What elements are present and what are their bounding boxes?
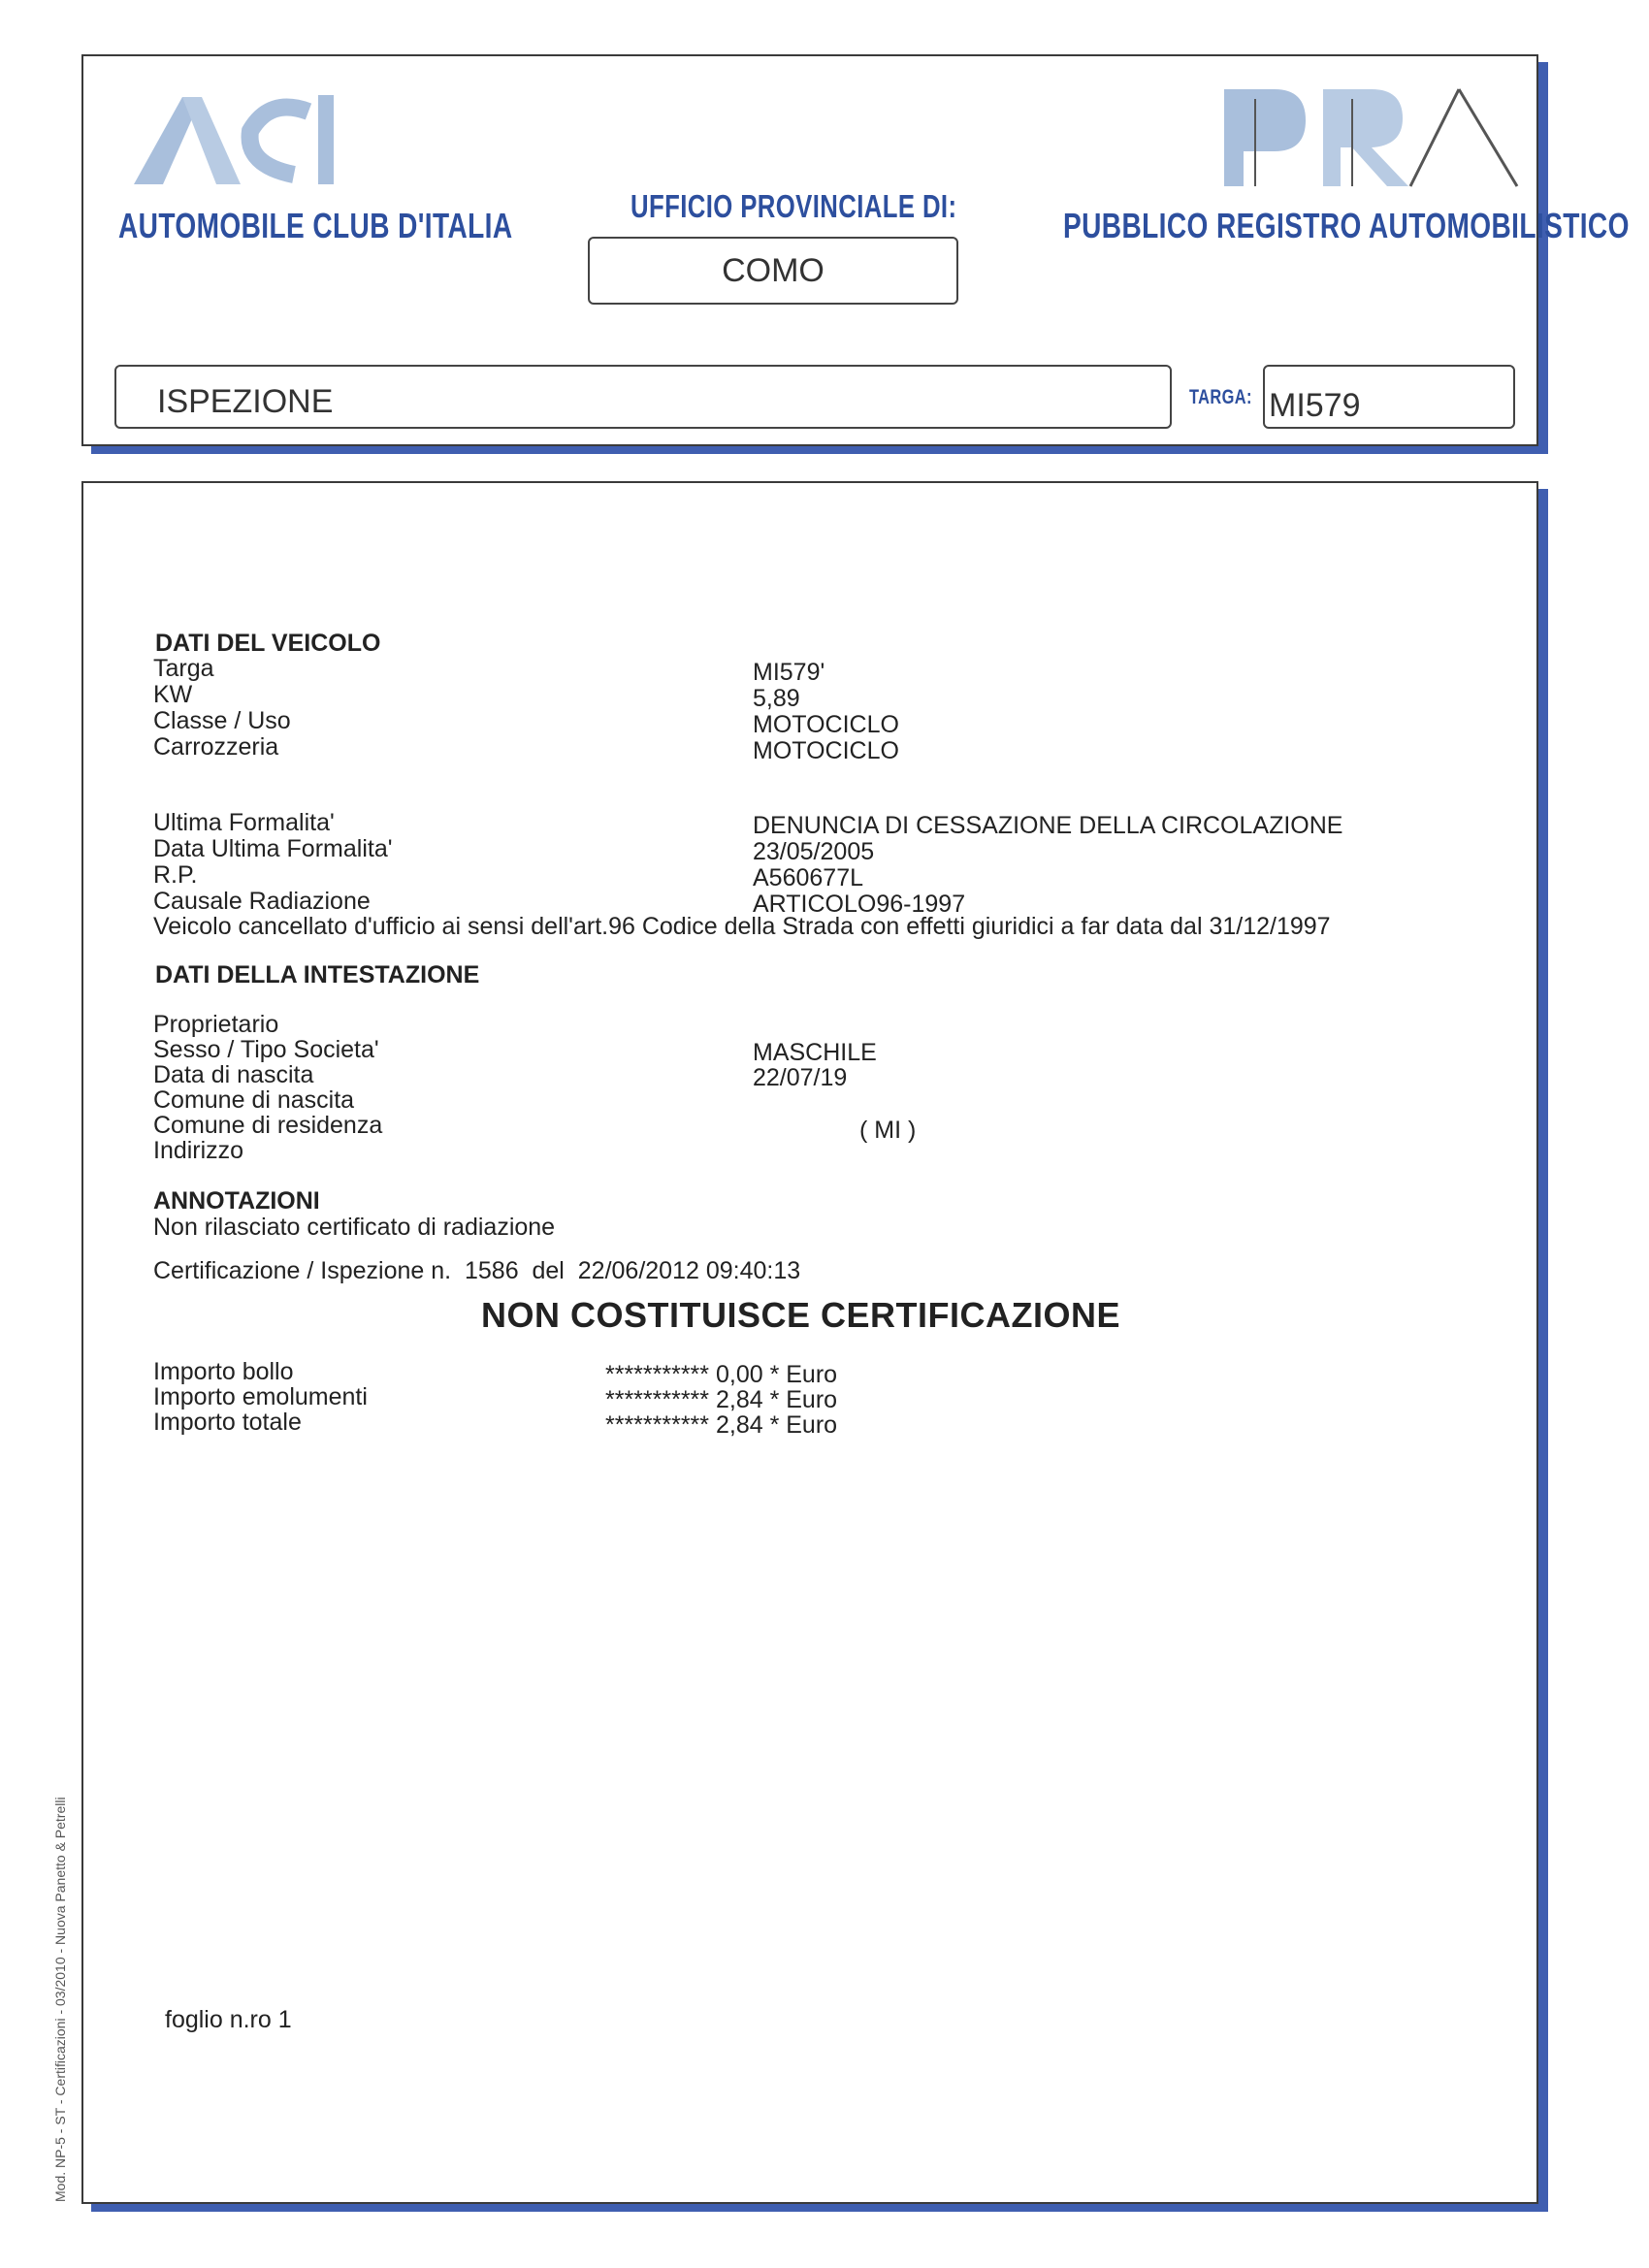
annotations-title: ANNOTAZIONI [153, 1187, 320, 1215]
vehicle-label-targa: Targa [153, 655, 214, 682]
vehicle-value-carrozzeria: MOTOCICLO [753, 737, 899, 764]
sheet-number: foglio n.ro 1 [165, 2006, 292, 2033]
certification-line: Certificazione / Ispezione n. 1586 del 22/06/2012 09:40:13 [153, 1257, 801, 1284]
vehicle-label-kw: KW [153, 681, 193, 708]
vehicle-value-kw: 5,89 [753, 685, 800, 712]
vehicle-note: Veicolo cancellato d'ufficio ai sensi dell'art.96 Codice della Strada con effetti giuridici a far data dal 31/12/1997 [153, 913, 1331, 940]
vehicle-value-classe: MOTOCICLO [753, 711, 899, 738]
vehicle-label-classe: Classe / Uso [153, 707, 291, 734]
form-code: Mod. NP-5 - ST - Certificazioni - 03/2010 - Nuova Panetto & Petrelli [52, 1797, 68, 2202]
owner-value-residenza: ( MI ) [859, 1117, 917, 1144]
owner-label-proprietario: Proprietario [153, 1011, 279, 1038]
vehicle-label-carrozzeria: Carrozzeria [153, 733, 279, 761]
office-value: COMO [588, 237, 958, 305]
plate-label: TARGA: [1189, 386, 1252, 408]
vehicle-value-causale: ARTICOLO96-1997 [753, 891, 966, 918]
vehicle-label-ultima-formalita: Ultima Formalita' [153, 809, 335, 836]
amount-label-emolumenti: Importo emolumenti [153, 1383, 368, 1410]
vehicle-value-targa: MI579' [753, 659, 825, 686]
office-label: UFFICIO PROVINCIALE DI: [630, 188, 957, 224]
vehicle-label-causale: Causale Radiazione [153, 888, 371, 915]
aci-logo [124, 78, 338, 194]
no-certification-disclaimer: NON COSTITUISCE CERTIFICAZIONE [481, 1295, 1121, 1335]
aci-name: AUTOMOBILE CLUB D'ITALIA [118, 206, 513, 245]
annotations-text: Non rilasciato certificato di radiazione [153, 1214, 556, 1241]
owner-label-nascita: Data di nascita [153, 1061, 314, 1088]
amount-value-totale: *********** 2,84 * Euro [605, 1411, 838, 1439]
amount-label-bollo: Importo bollo [153, 1358, 294, 1385]
amount-value-emolumenti: *********** 2,84 * Euro [605, 1386, 838, 1413]
vehicle-value-data-formalita: 23/05/2005 [753, 838, 875, 865]
pra-name: PUBBLICO REGISTRO AUTOMOBILISTICO [1063, 206, 1630, 245]
owner-value-nascita: 22/07/19 [753, 1064, 848, 1091]
amount-value-bollo: *********** 0,00 * Euro [605, 1361, 838, 1388]
owner-label-indirizzo: Indirizzo [153, 1137, 244, 1164]
vehicle-label-data-formalita: Data Ultima Formalita' [153, 835, 393, 862]
vehicle-label-rp: R.P. [153, 861, 198, 889]
owner-label-comune-nascita: Comune di nascita [153, 1086, 355, 1114]
vehicle-value-ultima-formalita: DENUNCIA DI CESSAZIONE DELLA CIRCOLAZIONE [753, 812, 1343, 839]
owner-label-comune-residenza: Comune di residenza [153, 1112, 383, 1139]
document-type: ISPEZIONE [114, 365, 1172, 429]
plate-value: MI579 [1263, 365, 1515, 429]
pra-logo [1216, 80, 1527, 196]
vehicle-section-title: DATI DEL VEICOLO [155, 630, 381, 657]
vehicle-value-rp: A560677L [753, 864, 864, 891]
owner-value-sesso: MASCHILE [753, 1039, 877, 1066]
owner-label-sesso: Sesso / Tipo Societa' [153, 1036, 379, 1063]
amount-label-totale: Importo totale [153, 1409, 302, 1436]
owner-section-title: DATI DELLA INTESTAZIONE [155, 961, 480, 988]
